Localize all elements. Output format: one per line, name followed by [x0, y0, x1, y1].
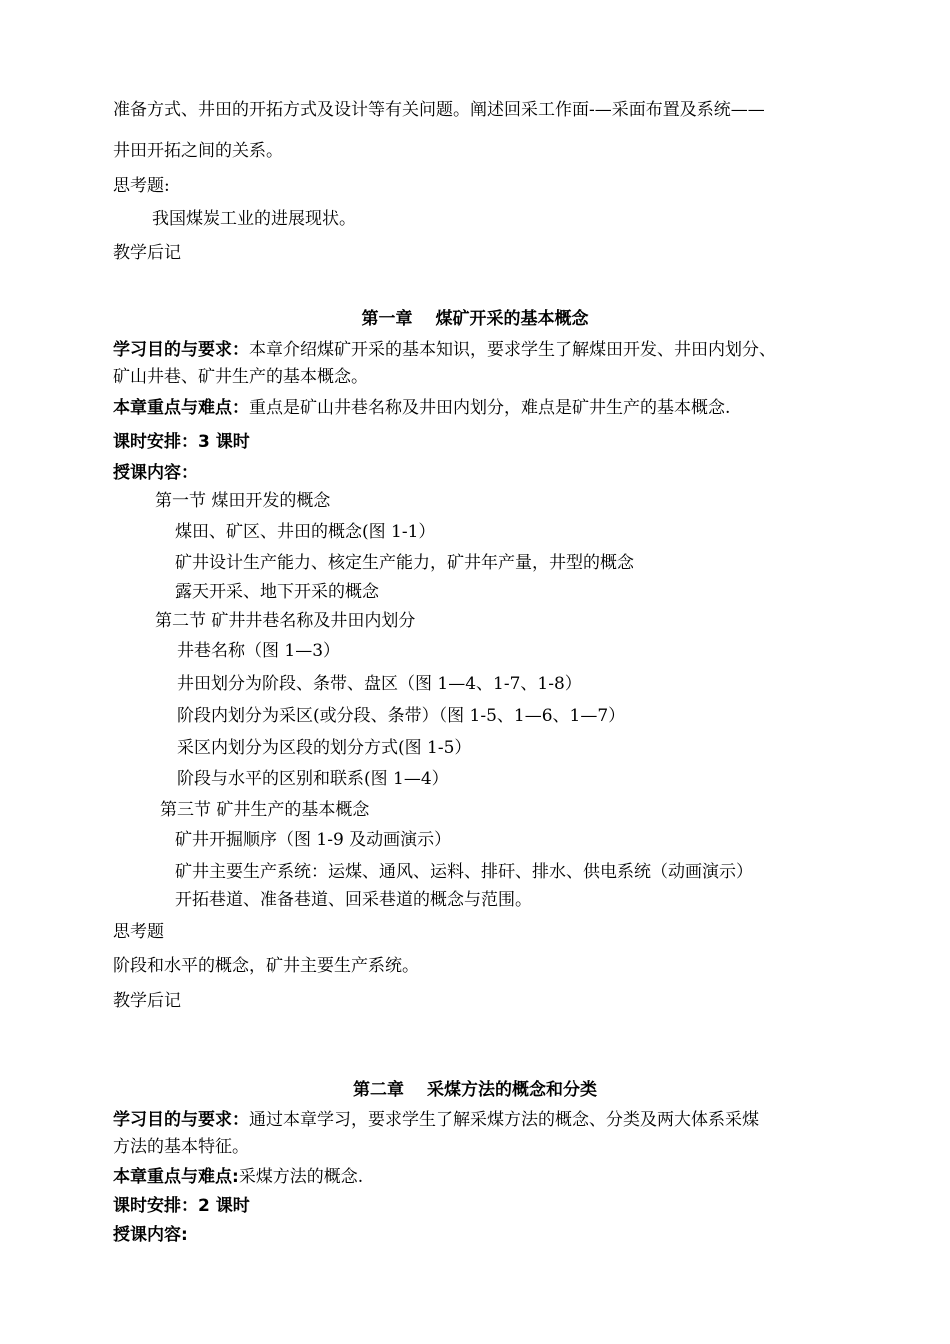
section-title: 第三节 矿井生产的基本概念: [160, 800, 370, 820]
chapter1-objectives: [113, 339, 776, 361]
intro-line-1: 准备方式、井田的开拓方式及设计等有关问题。阐述回采工作面-—采面布置及系统——: [113, 100, 765, 120]
chapter2-content-label: 授课内容:: [113, 1225, 188, 1245]
intro-thinking-text: 我国煤炭工业的进展现状。: [152, 209, 356, 229]
chapter2-focus: [113, 1166, 363, 1188]
chapter2-objectives-cont: 方法的基本特征。: [113, 1137, 249, 1157]
chapter1-focus-label: 本章重点与难点：: [113, 398, 249, 418]
chapter2-objectives-text: 通过本章学习，要求学生了解采煤方法的概念、分类及两大体系采煤: [249, 1110, 759, 1130]
section-item: 井巷名称（图 1—3）: [177, 641, 341, 661]
section-item: 矿井开掘顺序（图 1-9 及动画演示）: [175, 830, 452, 850]
chapter1-notes-label: 教学后记: [113, 991, 181, 1011]
chapter1-content-label: 授课内容：: [113, 463, 198, 483]
chapter2-objectives: [113, 1109, 759, 1131]
section-item: 煤田、矿区、井田的概念(图 1-1）: [175, 522, 436, 542]
intro-notes-label: 教学后记: [113, 243, 181, 263]
section-item: 阶段内划分为采区(或分段、条带）（图 1-5、1—6、1—7）: [177, 706, 626, 726]
chapter1-objectives-text: 本章介绍煤矿开采的基本知识，要求学生了解煤田开发、井田内划分、: [249, 340, 776, 360]
chapter2-focus-label: 本章重点与难点:: [113, 1167, 239, 1187]
chapter1-thinking-text: 阶段和水平的概念，矿井主要生产系统。: [113, 956, 419, 976]
chapter2-title: 第二章 采煤方法的概念和分类: [353, 1080, 597, 1100]
intro-line-2: 井田开拓之间的关系。: [113, 141, 283, 161]
chapter1-focus-text: 重点是矿山井巷名称及井田内划分，难点是矿井生产的基本概念.: [249, 398, 731, 418]
section-item: 露天开采、地下开采的概念: [175, 582, 379, 602]
chapter1-thinking-label: 思考题: [113, 922, 164, 942]
section-item: 阶段与水平的区别和联系(图 1—4）: [177, 769, 449, 789]
chapter2-objectives-label: 学习目的与要求：: [113, 1110, 249, 1130]
chapter1-objectives-label: 学习目的与要求：: [113, 340, 249, 360]
section-item: 矿井设计生产能力、核定生产能力，矿井年产量，井型的概念: [175, 553, 634, 573]
chapter2-hours: 课时安排：2 课时: [113, 1196, 250, 1216]
intro-thinking-label: 思考题:: [113, 176, 170, 196]
chapter1-title: 第一章 煤矿开采的基本概念: [361, 309, 589, 329]
section-title: 第二节 矿井井巷名称及井田内划分: [155, 611, 416, 631]
section-item: 开拓巷道、准备巷道、回采巷道的概念与范围。: [175, 890, 532, 910]
section-item: 井田划分为阶段、条带、盘区（图 1—4、1-7、1-8）: [177, 674, 582, 694]
chapter1-focus: [113, 397, 730, 419]
chapter1-hours: 课时安排：3 课时: [113, 432, 250, 452]
chapter1-objectives-cont: 矿山井巷、矿井生产的基本概念。: [113, 367, 368, 387]
section-item: 矿井主要生产系统：运煤、通风、运料、排矸、排水、供电系统（动画演示）: [175, 862, 753, 882]
section-item: 采区内划分为区段的划分方式(图 1-5）: [177, 738, 472, 758]
chapter2-focus-text: 采煤方法的概念.: [238, 1167, 364, 1187]
section-title: 第一节 煤田开发的概念: [155, 491, 331, 511]
